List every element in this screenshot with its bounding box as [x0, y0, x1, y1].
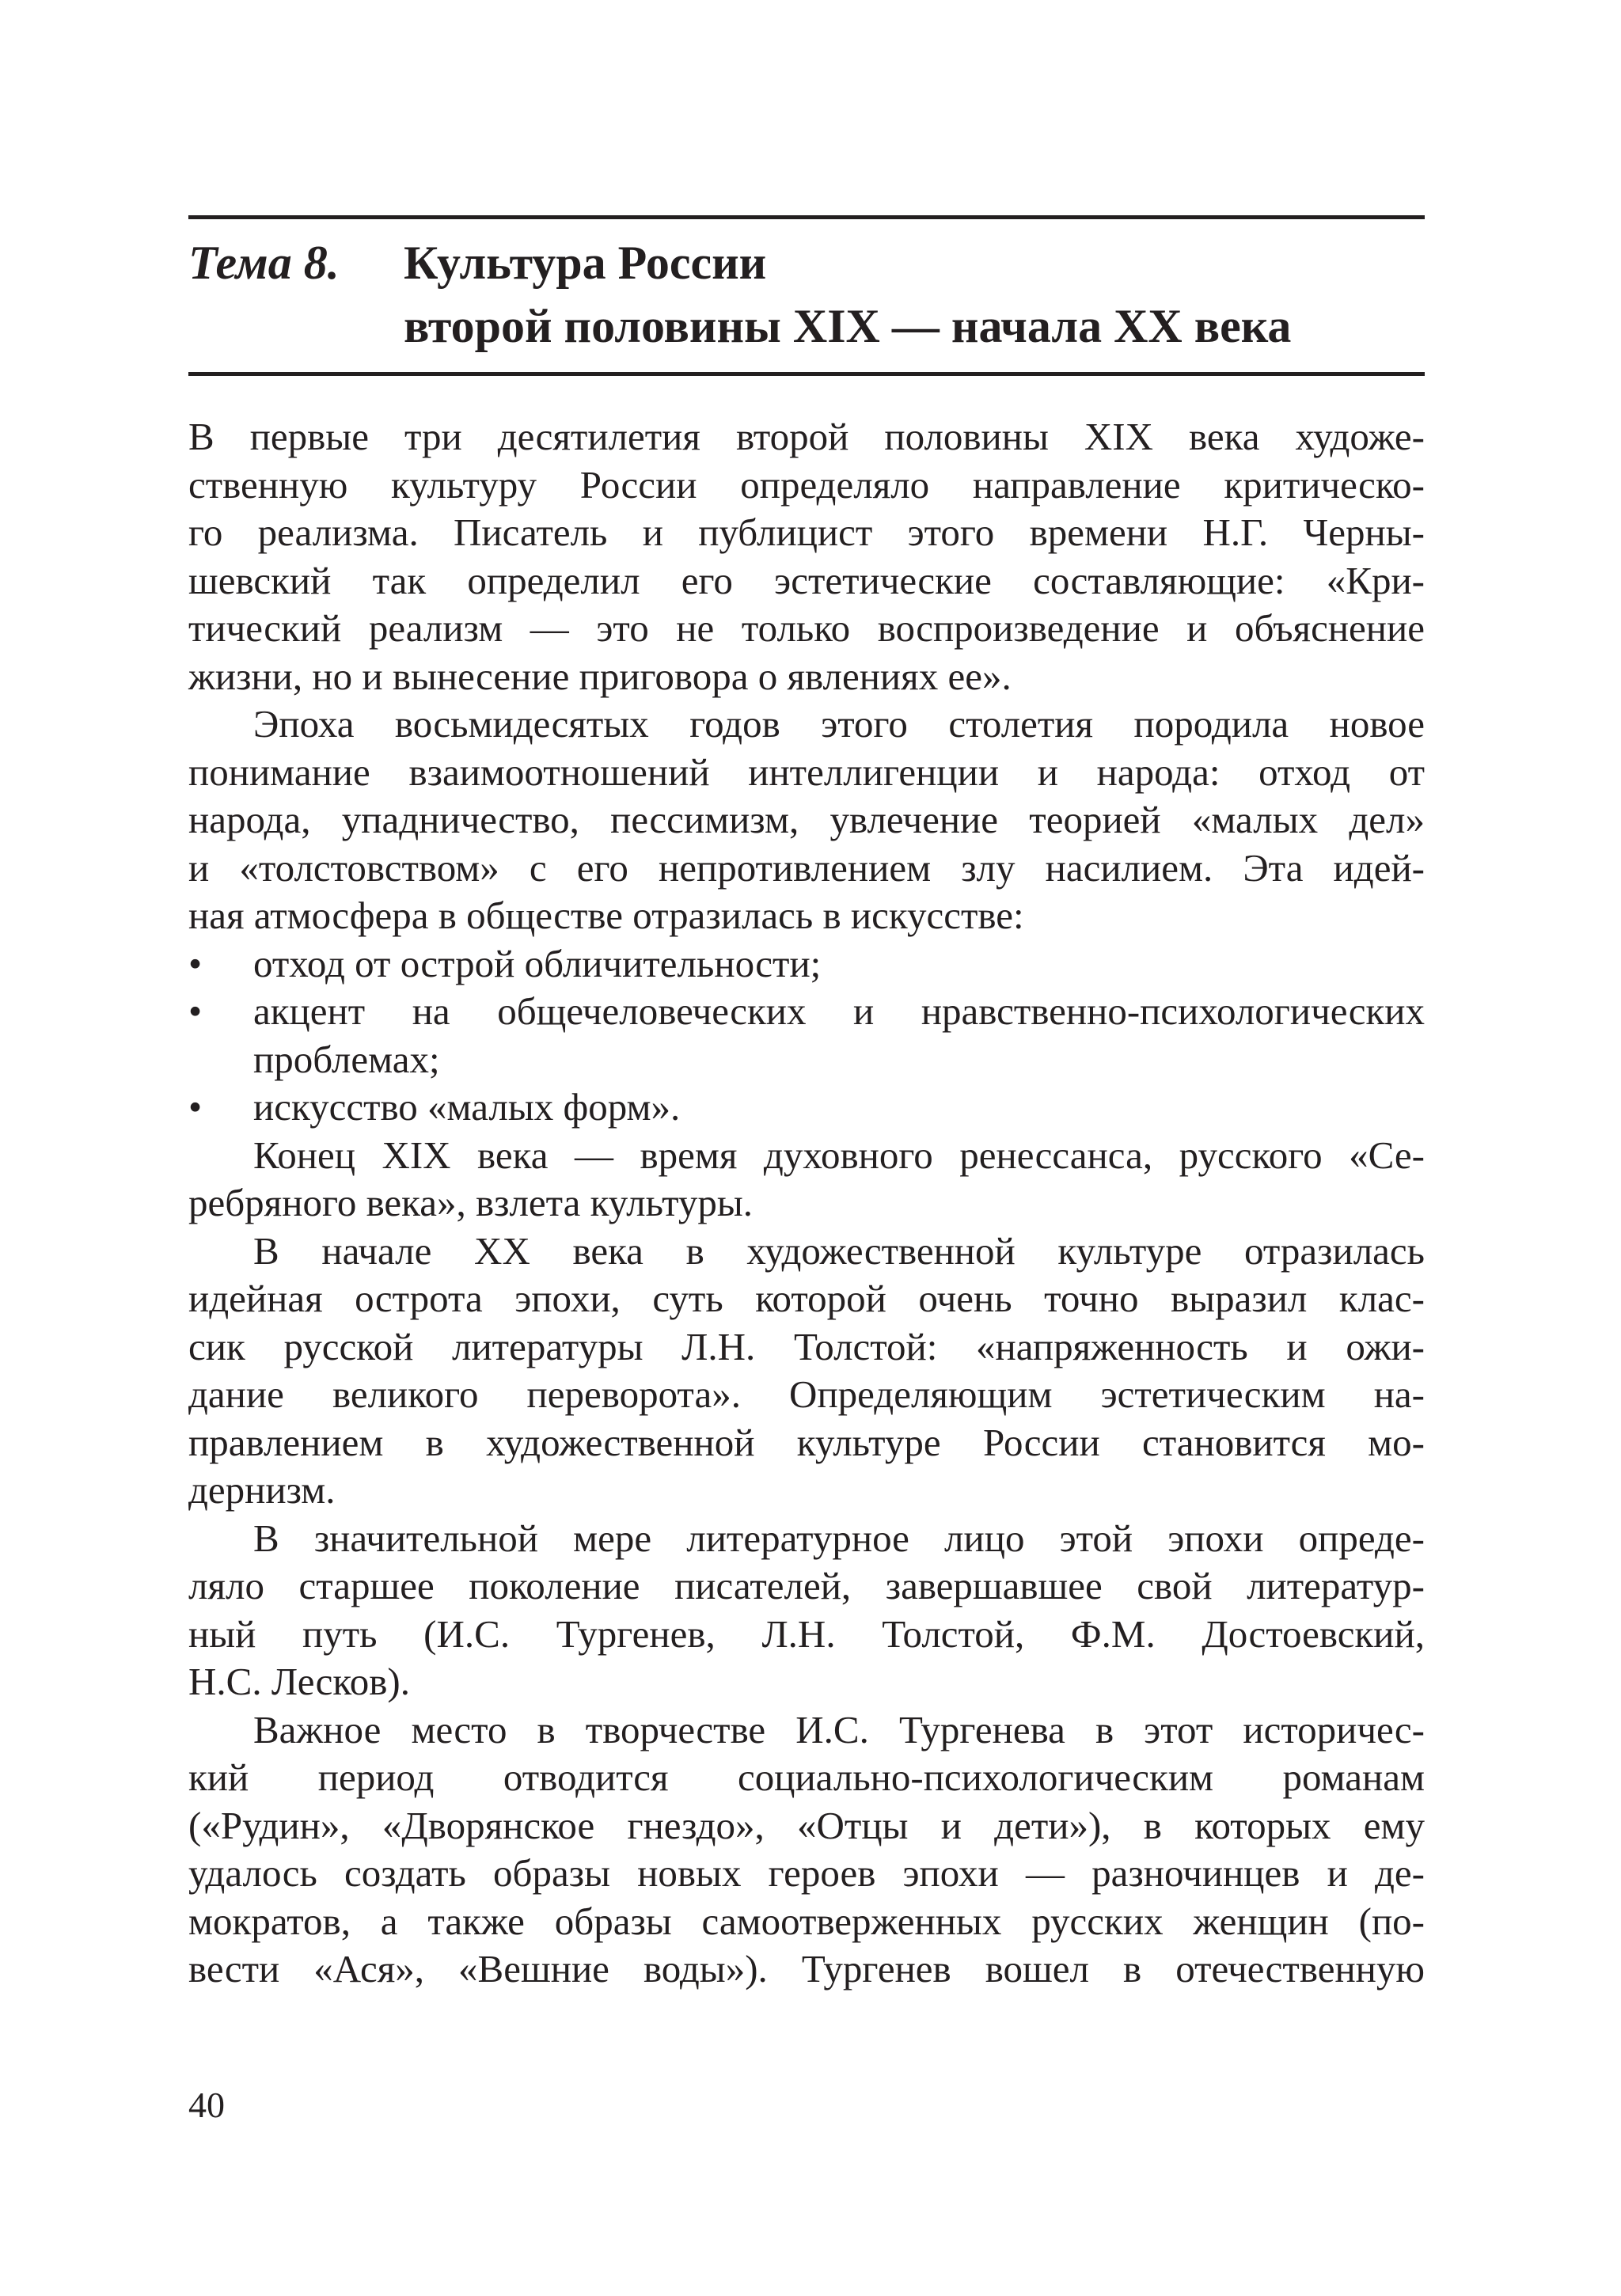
- text-line: Эпоха восьмидесятых годов этого столетия породила новое: [253, 702, 1425, 746]
- topic-title: [404, 231, 1291, 358]
- bullet-icon: •: [188, 989, 203, 1033]
- text-line: жизни, но и вынесение приговора о явлениях ее».: [188, 654, 1012, 698]
- bullet-text: искусство «малых форм».: [253, 1085, 681, 1129]
- text-line: понимание взаимоотношений интеллигенции и народа: отход от: [188, 750, 1425, 794]
- bullet-continuation: [188, 1036, 1425, 1084]
- text-line: дернизм.: [188, 1468, 336, 1512]
- text-line: ный путь (И.С. Тургенев, Л.Н. Толстой, Ф.М. Достоевский,: [188, 1611, 1425, 1656]
- topic-label: Тема 8.: [188, 237, 340, 289]
- text-line: шевский так определил его эстетические составляющие: «Кри-: [188, 558, 1425, 602]
- text-line: ная атмосфера в обществе отразилась в искусстве:: [188, 894, 1024, 937]
- text-line: Важное место в творчестве И.С. Тургенева в этот историчес-: [253, 1707, 1425, 1751]
- topic-title-line-2: второй половины XIX — начала XX века: [404, 300, 1292, 352]
- text-line: идейная острота эпохи, суть которой очень точно выразил клас-: [188, 1277, 1425, 1320]
- page-number: 40: [188, 2085, 225, 2125]
- text-line: мократов, а также образы самоотверженных русских женщин (по-: [188, 1899, 1425, 1943]
- text-line: народа, упадничество, пессимизм, увлечение теорией «малых дел»: [188, 798, 1425, 841]
- text-line: Конец XIX века — время духовного ренессанса, русского «Се-: [253, 1133, 1425, 1177]
- text-line: ственную культуру России определяло направление критическо-: [188, 462, 1425, 507]
- text-line: удалось создать образы новых героев эпохи — разночинцев и де-: [188, 1851, 1425, 1895]
- text-line: («Рудин», «Дворянское гнездо», «Отцы и дети»), в которых ему: [188, 1803, 1425, 1847]
- bullet-text: акцент на общечеловеческих и нравственно-психологических: [253, 989, 1425, 1033]
- heading-top-rule: [188, 215, 1425, 219]
- text-line: дание великого переворота». Определяющим эстетическим на-: [188, 1372, 1425, 1416]
- body-text: [188, 413, 1425, 1994]
- text-line: правлением в художественной культуре России становится мо-: [188, 1420, 1425, 1464]
- bullet-item: [188, 988, 1425, 1036]
- text-line: вести «Ася», «Вешние воды»). Тургенев вошел в отечественную: [188, 1947, 1425, 1990]
- text-line: В начале XX века в художественной культуре отразилась: [253, 1228, 1425, 1273]
- text-line: ребряного века», взлета культуры.: [188, 1181, 754, 1224]
- text-line: тический реализм — это не только воспроизведение и объяснение: [188, 606, 1425, 650]
- bullet-text: проблемах;: [253, 1037, 440, 1081]
- bullet-item: [188, 940, 1425, 989]
- text-line: го реализма. Писатель и публицист этого времени Н.Г. Черны-: [188, 510, 1425, 554]
- bullet-text: отход от острой обличительности;: [253, 941, 822, 985]
- heading-bottom-rule: [188, 372, 1425, 376]
- bullet-icon: •: [188, 1085, 203, 1129]
- text-line: сик русской литературы Л.Н. Толстой: «напряженность и ожи-: [188, 1324, 1425, 1368]
- text-line: В первые три десятилетия второй половины XIX века художе-: [188, 415, 1425, 458]
- text-line: ляло старшее поколение писателей, завершавшее свой литератур-: [188, 1564, 1425, 1607]
- text-line: В значительной мере литературное лицо этой эпохи опреде-: [253, 1516, 1425, 1560]
- bullet-item: [188, 1083, 1425, 1132]
- text-line: и «толстовством» с его непротивлением злу насилием. Эта идей-: [188, 845, 1425, 890]
- text-line: кий период отводится социально-психологическим романам: [188, 1755, 1425, 1799]
- topic-title-line-1: Культура России: [404, 237, 767, 289]
- topic-heading: [188, 231, 1425, 366]
- bullet-icon: •: [188, 941, 203, 985]
- text-line: Н.С. Лесков).: [188, 1660, 410, 1703]
